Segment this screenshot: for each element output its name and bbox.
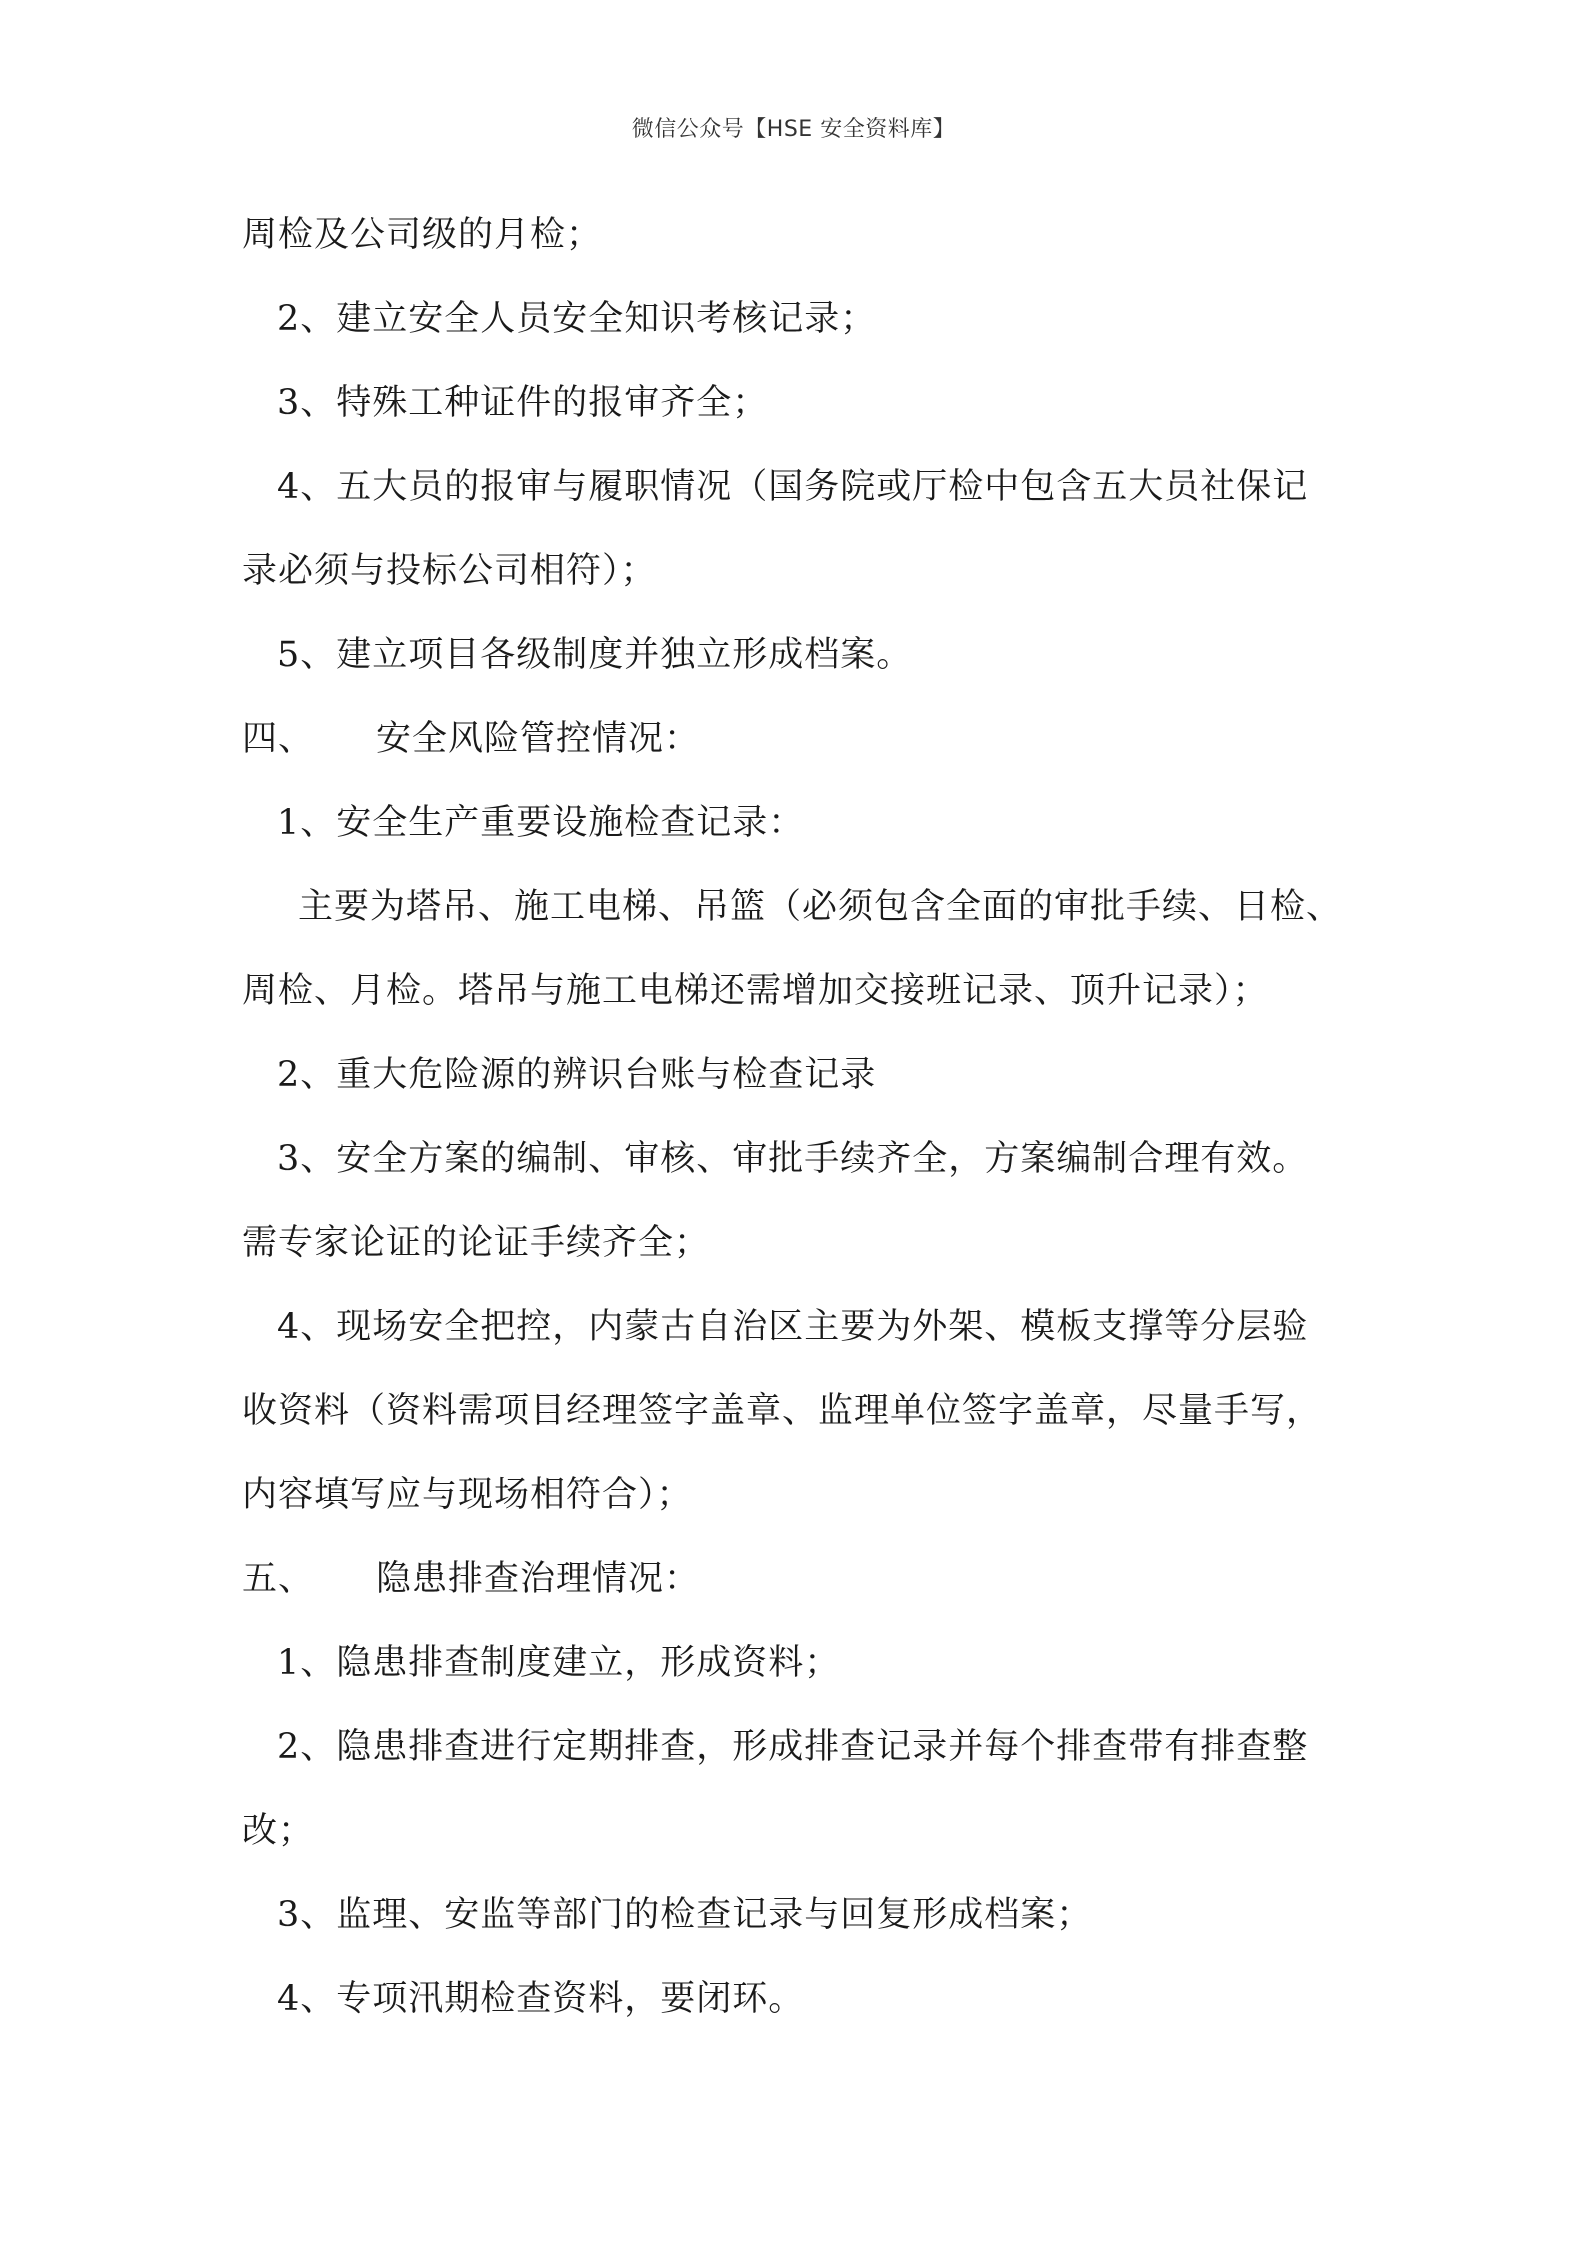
risk-item-1: 1、安全生产重要设施检查记录： <box>277 803 805 843</box>
risk-item-3: 3、安全方案的编制、审核、审批手续齐全，方案编制合理有效。 <box>277 1139 1309 1179</box>
list-item-4: 4、五大员的报审与履职情况（国务院或厅检中包含五大员社保记 <box>277 467 1309 507</box>
risk-item-3-continued: 需专家论证的论证手续齐全； <box>242 1223 711 1263</box>
hazard-item-2: 2、隐患排查进行定期排查，形成排查记录并每个排查带有排查整 <box>277 1727 1309 1767</box>
section-heading-4 <box>242 709 1348 793</box>
risk-item-1-detail: 主要为塔吊、施工电梯、吊篮（必须包含全面的审批手续、日检、 <box>298 887 1343 927</box>
list-item-2: 2、建立安全人员安全知识考核记录； <box>277 299 877 339</box>
hazard-item-3: 3、监理、安监等部门的检查记录与回复形成档案； <box>277 1895 1093 1935</box>
section-number: 五、 <box>242 1559 315 1599</box>
risk-item-4: 4、现场安全把控，内蒙古自治区主要为外架、模板支撑等分层验 <box>277 1307 1309 1347</box>
risk-item-4-continued-2: 内容填写应与现场相符合）； <box>242 1475 693 1515</box>
document-body <box>242 205 1348 2053</box>
section-heading-5 <box>242 1549 1348 1633</box>
risk-item-4-continued: 收资料（资料需项目经理签字盖章、监理单位签字盖章，尽量手写， <box>242 1391 1323 1431</box>
section-title: 安全风险管控情况： <box>376 719 701 759</box>
risk-item-1-detail-continued: 周检、月检。塔吊与施工电梯还需增加交接班记录、顶升记录）； <box>242 971 1269 1011</box>
page-header: 微信公众号【HSE 安全资料库】 <box>631 117 956 142</box>
list-item-3: 3、特殊工种证件的报审齐全； <box>277 383 769 423</box>
hazard-item-4: 4、专项汛期检查资料，要闭环。 <box>277 1979 805 2019</box>
list-item-4-continued: 录必须与投标公司相符）； <box>242 551 657 591</box>
hazard-item-1: 1、隐患排查制度建立，形成资料； <box>277 1643 841 1683</box>
paragraph-line: 周检及公司级的月检； <box>242 215 603 255</box>
list-item-5: 5、建立项目各级制度并独立形成档案。 <box>277 635 913 675</box>
section-number: 四、 <box>242 719 315 759</box>
hazard-item-2-continued: 改； <box>242 1811 315 1851</box>
section-title: 隐患排查治理情况： <box>376 1559 701 1599</box>
risk-item-2: 2、重大危险源的辨识台账与检查记录 <box>277 1055 877 1095</box>
